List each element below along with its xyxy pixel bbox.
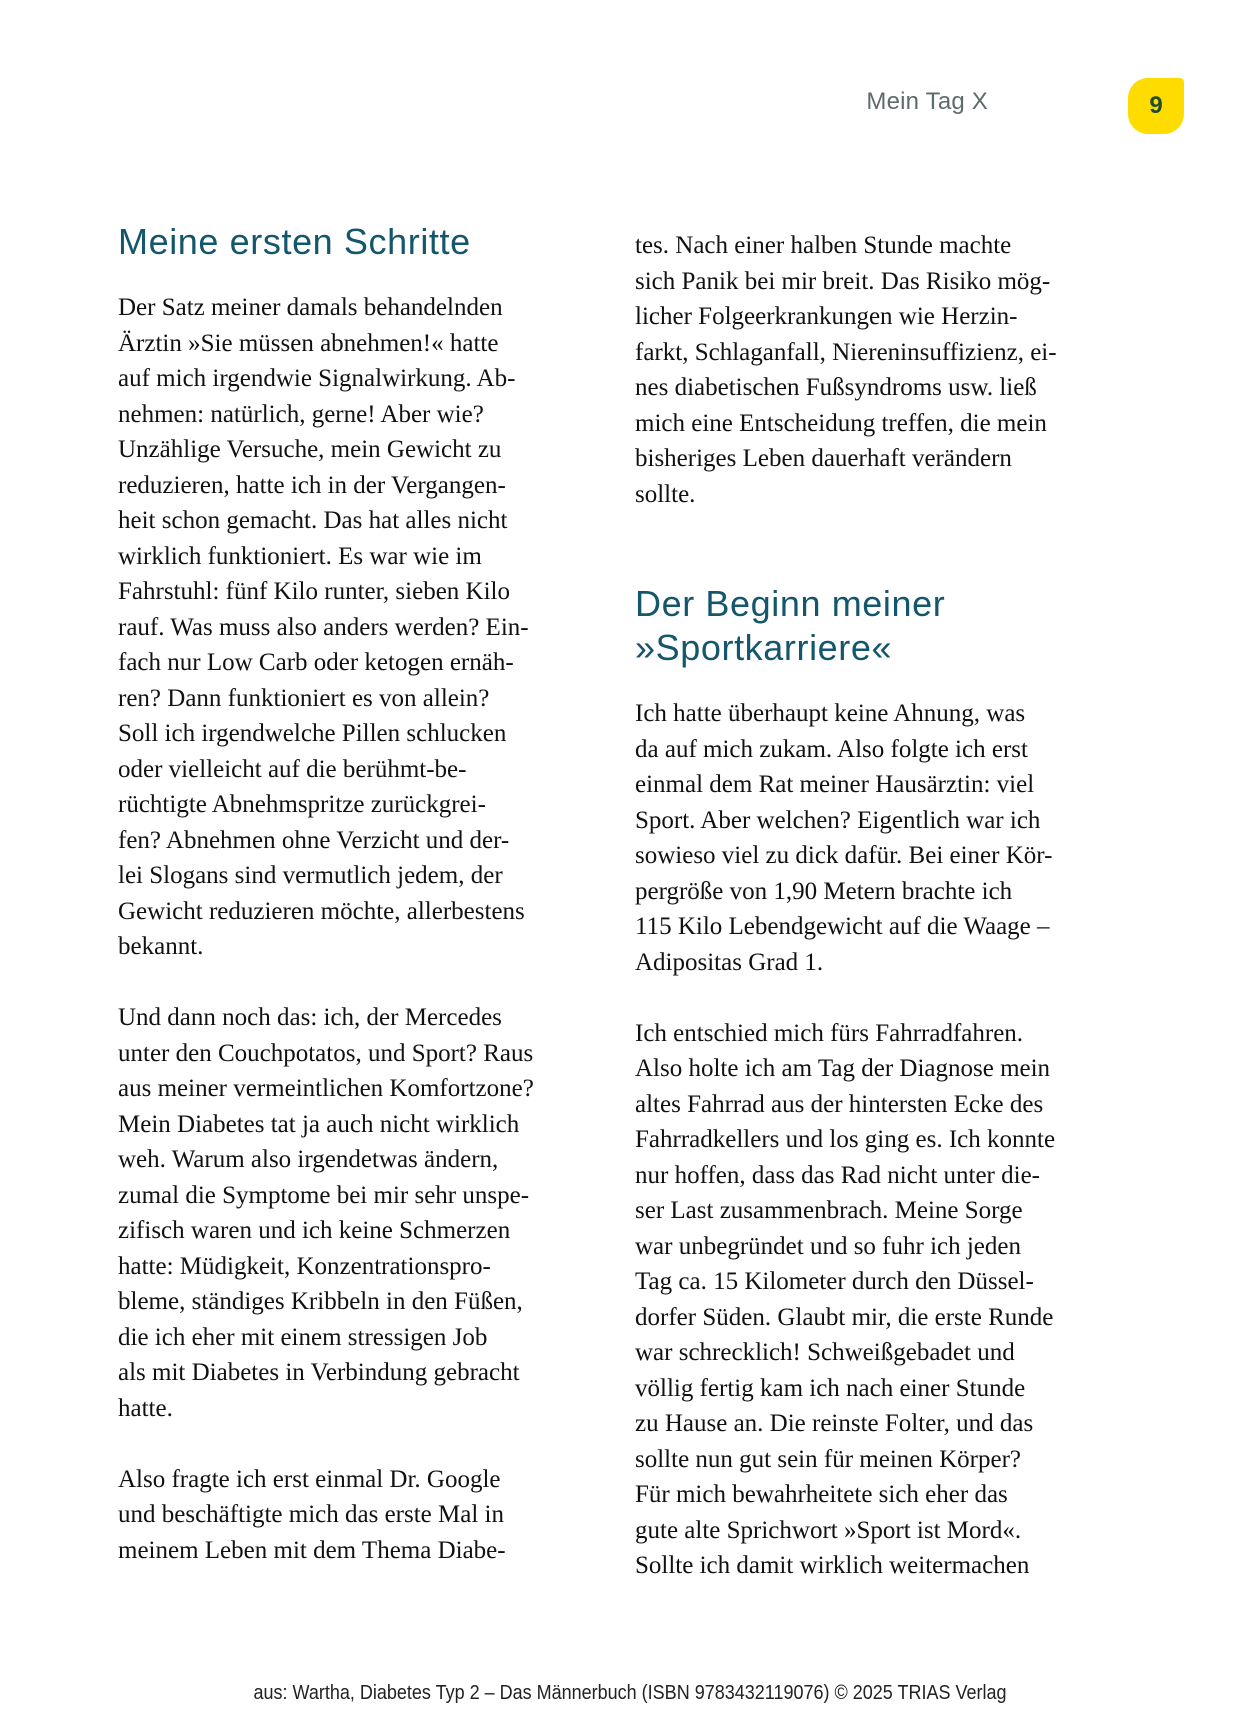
text-line: lei Slogans sind vermutlich jedem, der: [118, 862, 503, 889]
text-line: nes diabetischen Fußsyndroms usw. ließ: [635, 374, 1037, 401]
text-line: altes Fahrrad aus der hintersten Ecke des: [635, 1090, 1044, 1118]
text-line: Ich entschied mich fürs Fahrradfahren.: [635, 1019, 1024, 1047]
text-line: Adipositas Grad 1.: [635, 948, 824, 976]
text-line: bisheriges Leben dauerhaft verändern: [635, 445, 1012, 472]
text-line: Fahrradkellers und los ging es. Ich konnte: [635, 1126, 1056, 1153]
text-line: dorfer Süden. Glaubt mir, die erste Runde: [635, 1303, 1054, 1331]
text-line: ser Last zusammenbrach. Meine Sorge: [635, 1197, 1023, 1224]
text-line: pergröße von 1,90 Metern brachte ich: [635, 877, 1013, 905]
text-line: oder vielleicht auf die berühmt-be-: [118, 755, 467, 783]
text-line: Für mich bewahrheitete sich eher das: [635, 1481, 1008, 1508]
paragraph-continuation: [635, 228, 1115, 512]
text-line: hatte: Müdigkeit, Konzentrationspro-: [118, 1252, 491, 1280]
text-line: Sollte ich damit wirklich weitermachen: [635, 1552, 1030, 1579]
text-line: rauf. Was muss also anders werden? Ein-: [118, 613, 529, 641]
text-line: war unbegründet und so fuhr ich jeden: [635, 1232, 1021, 1260]
heading-line: Der Beginn meiner: [635, 583, 946, 624]
paragraph-spacer: [118, 965, 598, 1001]
text-line: Also holte ich am Tag der Diagnose mein: [635, 1055, 1051, 1082]
text-line: wirklich funktioniert. Es war wie im: [118, 542, 482, 570]
text-line: aus meiner vermeintlichen Komfortzone?: [118, 1075, 534, 1102]
paragraph: [635, 1016, 1115, 1584]
section-heading-sports-career: [635, 582, 1115, 670]
text-line: zifisch waren und ich keine Schmerzen: [118, 1217, 511, 1244]
heading-line: »Sportkarriere«: [635, 627, 893, 668]
paragraph: [635, 696, 1115, 980]
text-line: bleme, ständiges Kribbeln in den Füßen,: [118, 1288, 523, 1315]
text-line: hatte.: [118, 1394, 173, 1422]
text-line: zumal die Symptome bei mir sehr unspe-: [118, 1181, 530, 1209]
text-line: rüchtigte Abnehmspritze zurückgrei-: [118, 791, 486, 818]
text-line: ren? Dann funktioniert es von allein?: [118, 684, 490, 712]
text-line: Der Satz meiner damals behandelnden: [118, 294, 503, 321]
text-line: Fahrstuhl: fünf Kilo runter, sieben Kilo: [118, 578, 510, 605]
text-line: völlig fertig kam ich nach einer Stunde: [635, 1374, 1026, 1402]
text-line: sowieso viel zu dick dafür. Bei einer Kör-: [635, 842, 1053, 869]
footer-citation: aus: Wartha, Diabetes Typ 2 – Das Männerbuch (ISBN 9783432119076) © 2025 TRIAS Verlag: [253, 1682, 1007, 1704]
text-line: Mein Diabetes tat ja auch nicht wirklich: [118, 1110, 520, 1138]
text-line: zu Hause an. Die reinste Folter, und das: [635, 1410, 1034, 1437]
paragraph-spacer: [635, 980, 1115, 1016]
text-line: 115 Kilo Lebendgewicht auf die Waage –: [635, 913, 1050, 940]
text-line: farkt, Schlaganfall, Niereninsuffizienz, ei-: [635, 338, 1057, 366]
paragraph: [118, 1462, 598, 1569]
text-line: mich eine Entscheidung treffen, die mein: [635, 409, 1047, 437]
text-line: Soll ich irgendwelche Pillen schlucken: [118, 720, 507, 747]
text-line: bekannt.: [118, 933, 204, 960]
text-line: einmal dem Rat meiner Hausärztin: viel: [635, 771, 1035, 798]
page-number: 9: [1149, 92, 1163, 119]
text-line: fen? Abnehmen ohne Verzicht und der-: [118, 826, 510, 854]
page-number-badge: [1128, 78, 1184, 134]
text-line: Gewicht reduzieren möchte, allerbestens: [118, 897, 525, 925]
paragraph: [118, 290, 598, 965]
section-heading-first-steps: Meine ersten Schritte: [118, 221, 471, 262]
text-line: und beschäftigte mich das erste Mal in: [118, 1501, 504, 1528]
text-line: Ärztin »Sie müssen abnehmen!« hatte: [118, 329, 499, 357]
text-line: tes. Nach einer halben Stunde machte: [635, 232, 1012, 259]
section-spacer: [635, 512, 1115, 582]
left-column: [118, 220, 598, 1568]
right-column: [635, 228, 1115, 1584]
text-line: die ich eher mit einem stressigen Job: [118, 1323, 488, 1351]
text-line: licher Folgeerkrankungen wie Herzin-: [635, 303, 1018, 330]
text-line: sollte.: [635, 480, 696, 508]
text-line: Unzählige Versuche, mein Gewicht zu: [118, 436, 502, 463]
running-header-title: Mein Tag X: [866, 88, 988, 115]
text-line: Also fragte ich erst einmal Dr. Google: [118, 1465, 501, 1493]
text-line: nehmen: natürlich, gerne! Aber wie?: [118, 400, 484, 428]
text-line: als mit Diabetes in Verbindung gebracht: [118, 1359, 520, 1386]
text-line: unter den Couchpotatos, und Sport? Raus: [118, 1039, 534, 1067]
text-line: sich Panik bei mir breit. Das Risiko mög-: [635, 267, 1051, 295]
text-line: weh. Warum also irgendetwas ändern,: [118, 1146, 499, 1173]
text-line: heit schon gemacht. Das hat alles nicht: [118, 507, 508, 534]
paragraph: [118, 1000, 598, 1426]
text-line: da auf mich zukam. Also folgte ich erst: [635, 735, 1028, 763]
text-line: Ich hatte überhaupt keine Ahnung, was: [635, 700, 1026, 727]
text-line: reduzieren, hatte ich in der Vergangen-: [118, 471, 506, 499]
text-line: nur hoffen, dass das Rad nicht unter die-: [635, 1161, 1040, 1189]
text-line: meinem Leben mit dem Thema Diabe-: [118, 1536, 506, 1564]
text-line: sollte nun gut sein für meinen Körper?: [635, 1445, 1022, 1473]
paragraph-spacer: [118, 1426, 598, 1462]
text-line: auf mich irgendwie Signalwirkung. Ab-: [118, 365, 516, 392]
text-line: fach nur Low Carb oder ketogen ernäh-: [118, 649, 514, 676]
text-line: Und dann noch das: ich, der Mercedes: [118, 1004, 502, 1031]
text-line: Sport. Aber welchen? Eigentlich war ich: [635, 806, 1041, 834]
text-line: Tag ca. 15 Kilometer durch den Düssel-: [635, 1268, 1034, 1295]
text-line: gute alte Sprichwort »Sport ist Mord«.: [635, 1516, 1022, 1544]
text-line: war schrecklich! Schweißgebadet und: [635, 1339, 1015, 1366]
